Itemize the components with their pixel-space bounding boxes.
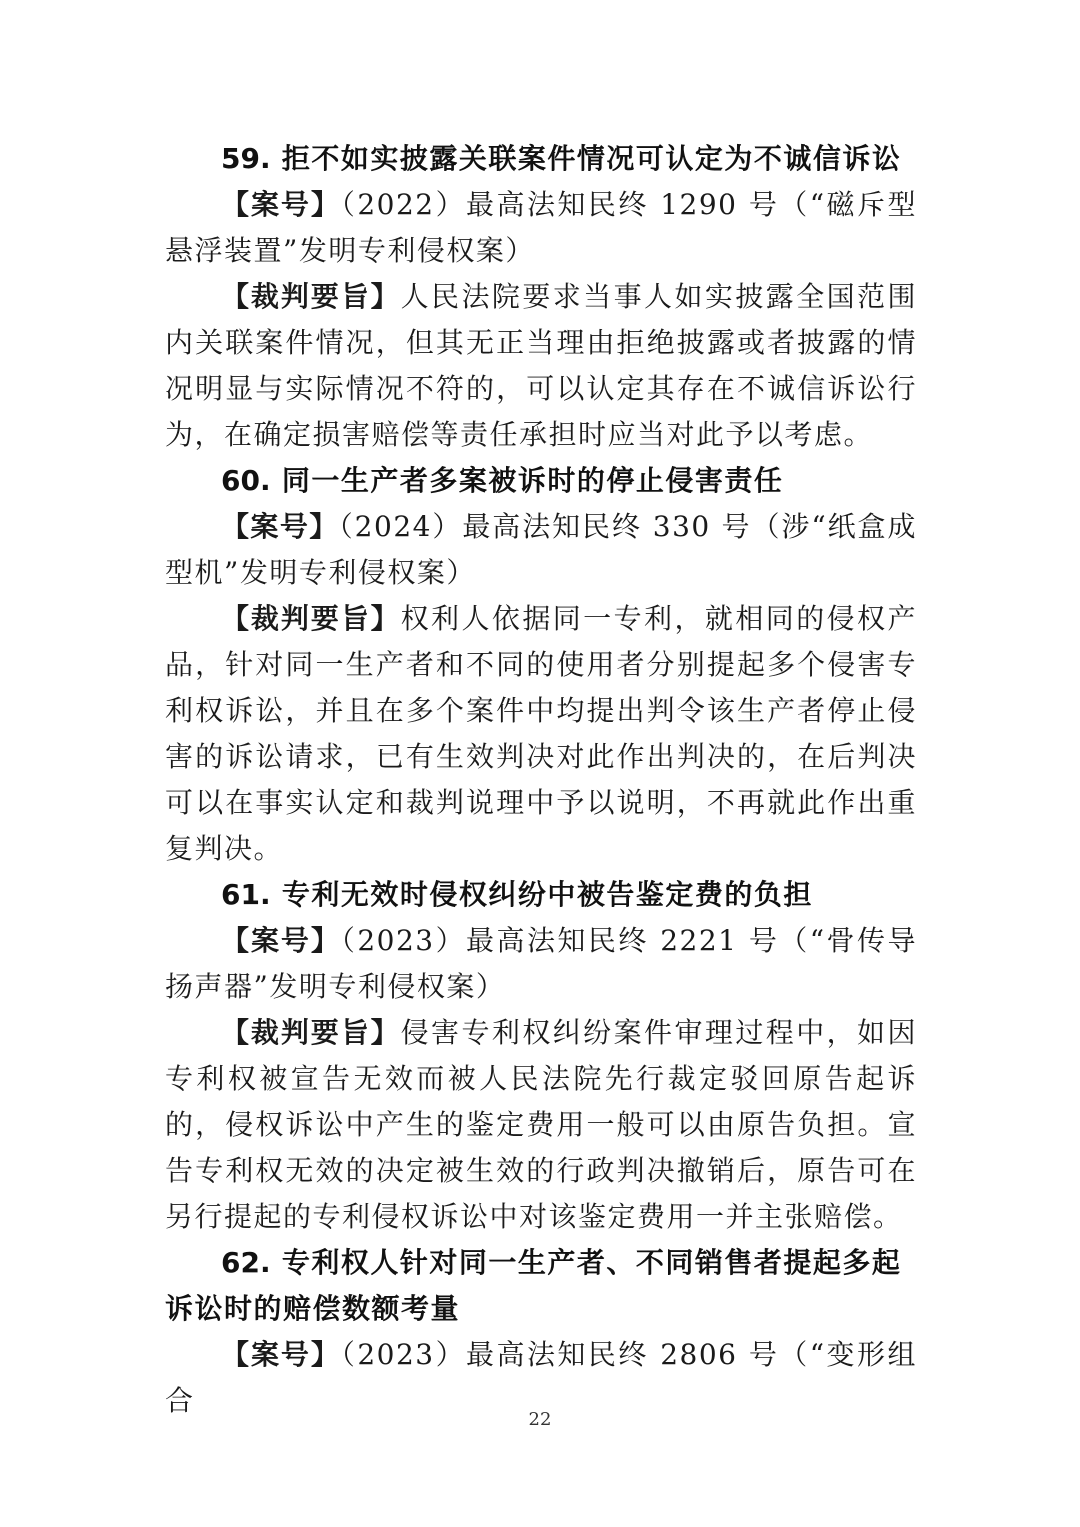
case-number-paragraph: [165, 918, 917, 1010]
section-title: 拒不如实披露关联案件情况可认定为不诚信诉讼: [281, 142, 902, 175]
case-number-label: 【案号】: [221, 188, 341, 221]
page-content: [165, 136, 917, 1424]
ruling-gist-text: 人民法院要求当事人如实披露全国范围内关联案件情况，但其无正当理由拒绝披露或者披露的情况明显与实际情况不符的，可以认定其存在不诚信诉讼行为，在确定损害赔偿等责任承担时应当对此予以考虑。: [165, 280, 917, 451]
case-number-text: （2023）最高法知民终 2221 号（“骨传导扬声器”发明专利侵权案）: [165, 924, 917, 1003]
section-title: 同一生产者多案被诉时的停止侵害责任: [281, 464, 784, 497]
case-number-label: 【案号】: [221, 1338, 341, 1371]
section-heading-62: [165, 1240, 917, 1332]
section-number: 61.: [221, 878, 271, 911]
case-number-paragraph: [165, 504, 917, 596]
section-heading-61: [165, 872, 917, 918]
page-number: 22: [528, 1409, 552, 1430]
case-number-text: （2022）最高法知民终 1290 号（“磁斥型悬浮装置”发明专利侵权案）: [165, 188, 917, 267]
case-number-paragraph: [165, 182, 917, 274]
ruling-gist-label: 【裁判要旨】: [221, 1016, 401, 1049]
case-number-label: 【案号】: [221, 510, 339, 543]
section-title: 专利无效时侵权纠纷中被告鉴定费的负担: [281, 878, 813, 911]
ruling-gist-paragraph: [165, 1010, 917, 1240]
case-number-text: （2023）最高法知民终 2806 号（“变形组合: [165, 1338, 917, 1417]
ruling-gist-text: 侵害专利权纠纷案件审理过程中，如因专利权被宣告无效而被人民法院先行裁定驳回原告起诉的，侵权诉讼中产生的鉴定费用一般可以由原告负担。宣告专利权无效的决定被生效的行政判决撤销后，原告可在另行提起的专利侵权诉讼中对该鉴定费用一并主张赔偿。: [165, 1016, 917, 1233]
case-number-label: 【案号】: [221, 924, 341, 957]
section-heading-60: [165, 458, 917, 504]
ruling-gist-paragraph: [165, 596, 917, 872]
ruling-gist-text: 权利人依据同一专利，就相同的侵权产品，针对同一生产者和不同的使用者分别提起多个侵害专利权诉讼，并且在多个案件中均提出判令该生产者停止侵害的诉讼请求，已有生效判决对此作出判决的，在后判决可以在事实认定和裁判说理中予以说明，不再就此作出重复判决。: [165, 602, 917, 865]
section-heading-59: [165, 136, 917, 182]
section-number: 59.: [221, 142, 271, 175]
section-title: 专利权人针对同一生产者、不同销售者提起多起诉讼时的赔偿数额考量: [165, 1246, 902, 1325]
ruling-gist-label: 【裁判要旨】: [221, 280, 401, 313]
section-number: 62.: [221, 1246, 271, 1279]
section-number: 60.: [221, 464, 271, 497]
case-number-text: （2024）最高法知民终 330 号（涉“纸盒成型机”发明专利侵权案）: [165, 510, 917, 589]
ruling-gist-label: 【裁判要旨】: [221, 602, 401, 635]
ruling-gist-paragraph: [165, 274, 917, 458]
